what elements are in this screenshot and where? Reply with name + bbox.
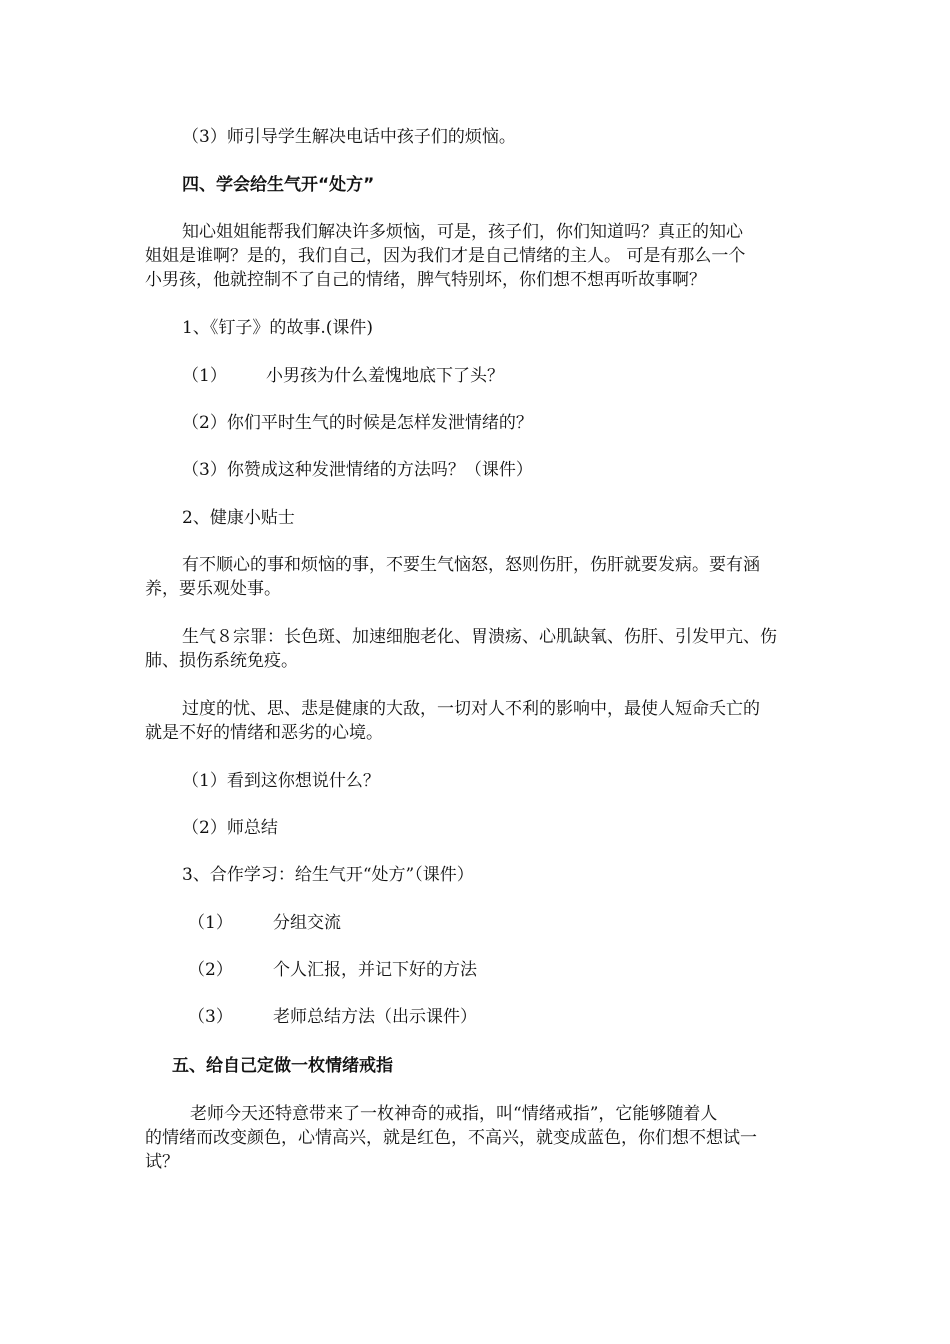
- numbered-item: [188, 911, 341, 935]
- item-number: （2）: [188, 960, 233, 980]
- section-heading-4: 四、学会给生气开“处方”: [182, 175, 375, 195]
- item-text: 个人汇报，并记下好的方法: [273, 960, 477, 980]
- paragraph-line: 养，要乐观处事。: [145, 579, 281, 599]
- paragraph-line: 小男孩，他就控制不了自己的情绪，脾气特别坏，你们想不想再听故事啊？: [145, 270, 706, 290]
- item-number: （3）: [188, 1007, 233, 1027]
- paragraph-line: 姐姐是谁啊？是的，我们自己，因为我们才是自己情绪的主人。 可是有那么一个: [145, 246, 746, 266]
- item-text: 老师总结方法（出示课件）: [273, 1007, 477, 1027]
- numbered-item: [188, 1005, 477, 1029]
- numbered-item: （2）师总结: [182, 818, 278, 838]
- item-text: 分组交流: [273, 913, 341, 933]
- numbered-item: （3）你赞成这种发泄情绪的方法吗？（课件）: [182, 460, 533, 480]
- numbered-item: （2）你们平时生气的时候是怎样发泄情绪的？: [182, 413, 533, 433]
- subsection-title: 2、健康小贴士: [182, 508, 295, 528]
- paragraph-line: 试？: [145, 1152, 179, 1172]
- numbered-item: （1）看到这你想说什么？: [182, 771, 380, 791]
- section-heading-5: 五、给自己定做一枚情绪戒指: [172, 1056, 393, 1076]
- paragraph-line: 的情绪而改变颜色，心情高兴，就是红色，不高兴，就变成蓝色，你们想不想试一: [145, 1128, 757, 1148]
- paragraph-line: 肺、损伤系统免疫。: [145, 651, 298, 671]
- item-number: （1）: [182, 366, 227, 386]
- paragraph-line: 就是不好的情绪和恶劣的心境。: [145, 723, 383, 743]
- paragraph-line: （3）师引导学生解决电话中孩子们的烦恼。: [182, 127, 516, 147]
- item-number: （1）: [188, 913, 233, 933]
- paragraph-line: 生气８宗罪：长色斑、加速细胞老化、胃溃疡、心肌缺氧、伤肝、引发甲亢、伤: [182, 627, 777, 647]
- paragraph-line: 老师今天还特意带来了一枚神奇的戒指，叫“情绪戒指”，它能够随着人: [190, 1104, 718, 1124]
- paragraph-line: 知心姐姐能帮我们解决许多烦恼，可是，孩子们，你们知道吗？真正的知心: [182, 222, 743, 242]
- subsection-title: 1、《钉子》的故事.(课件): [182, 318, 373, 338]
- numbered-item: [182, 364, 504, 388]
- paragraph-line: 有不顺心的事和烦恼的事，不要生气恼怒，怒则伤肝，伤肝就要发病。要有涵: [182, 555, 760, 575]
- paragraph-line: 过度的忧、思、悲是健康的大敌，一切对人不利的影响中，最使人短命夭亡的: [182, 699, 760, 719]
- item-text: 小男孩为什么羞愧地底下了头？: [266, 366, 504, 386]
- numbered-item: [188, 958, 477, 982]
- subsection-title: 3、合作学习：给生气开“处方”（课件）: [182, 865, 474, 885]
